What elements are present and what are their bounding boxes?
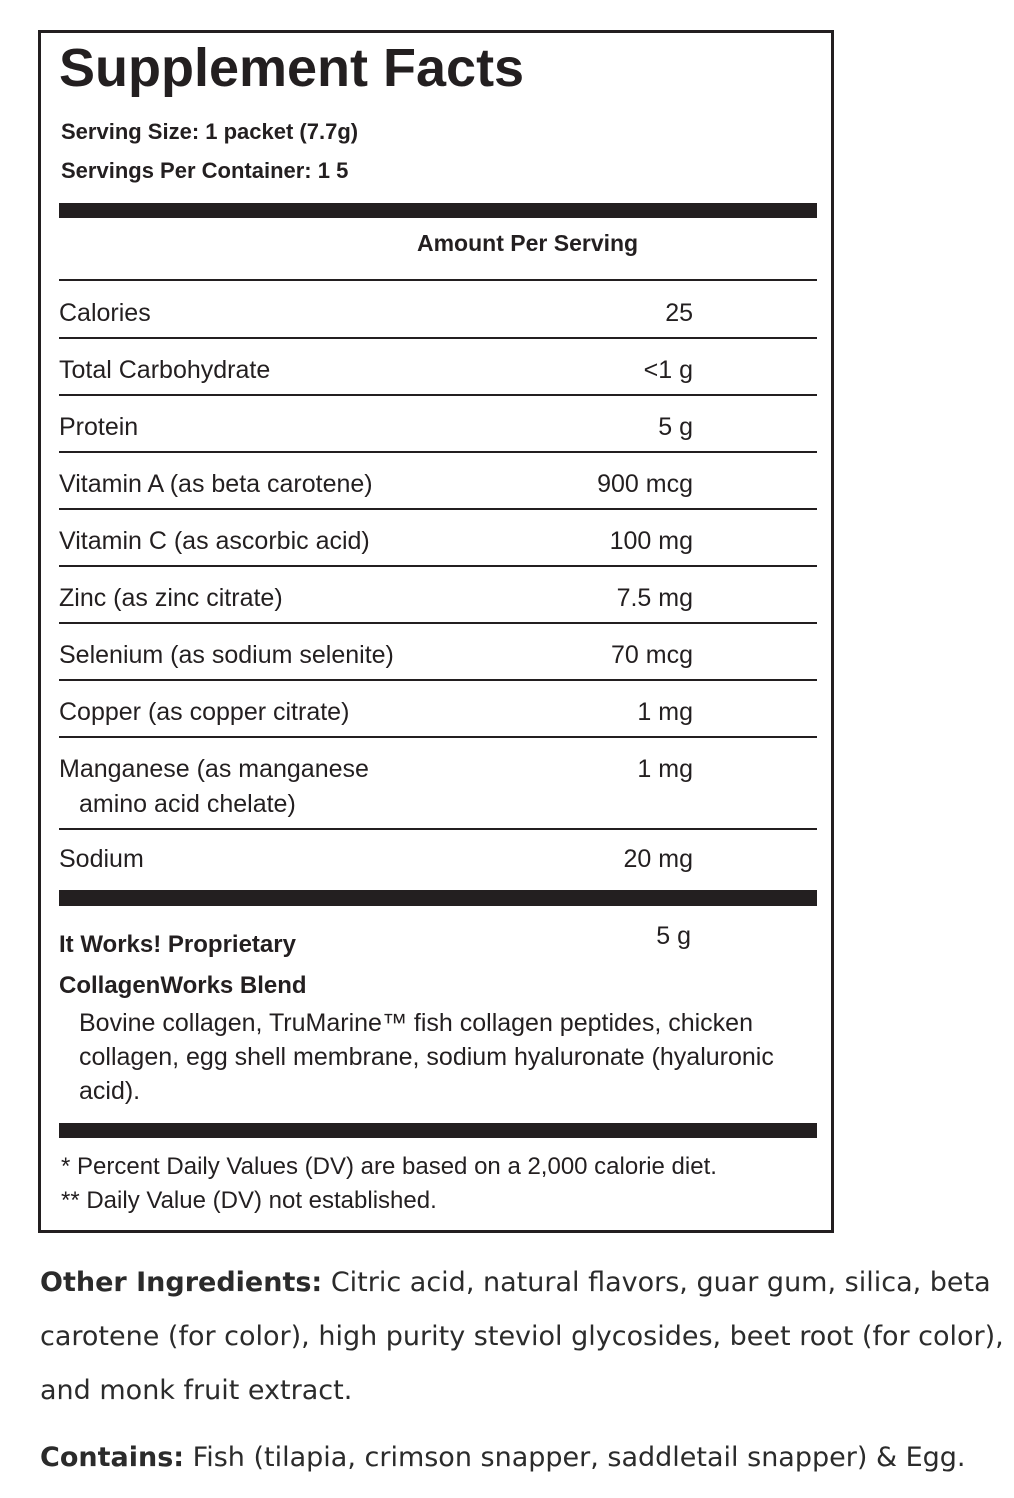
nutrient-name: Calories (59, 299, 151, 327)
nutrient-name: Total Carbohydrate (59, 356, 271, 384)
nutrient-name: Manganese (as manganese (59, 755, 369, 783)
blend-name-line-1: It Works! Proprietary (59, 931, 296, 958)
thick-divider (59, 890, 817, 906)
thick-divider (59, 1123, 817, 1138)
nutrient-name: Vitamin A (as beta carotene) (59, 470, 373, 498)
nutrient-row (59, 567, 817, 624)
serving-size: Serving Size: 1 packet (7.7g) (61, 119, 359, 144)
servings-per-container: Servings Per Container: 1 5 (61, 158, 349, 183)
blend-ingredients: Bovine collagen, TruMarine™ fish collagen peptides, chicken collagen, egg shell membrane, sodium hyaluronate (hyaluronic acid). (79, 1009, 774, 1105)
header-divider (59, 279, 817, 281)
footnote-dv-not-established: ** Daily Value (DV) not established. (61, 1187, 437, 1214)
nutrient-amount: 7.5 mg (616, 584, 693, 612)
allergen-statement (40, 1436, 1010, 1480)
nutrient-name: Protein (59, 413, 139, 441)
nutrient-row (59, 624, 817, 681)
nutrient-amount: 1 mg (637, 698, 693, 726)
nutrient-name: Zinc (as zinc citrate) (59, 584, 283, 612)
blend-name-line-2: CollagenWorks Blend (59, 972, 307, 999)
nutrient-name-continued: amino acid chelate) (79, 790, 296, 818)
nutrient-name: Copper (as copper citrate) (59, 698, 350, 726)
other-ingredients-text: Citric acid, natural flavors, guar gum, silica, beta carotene (for color), high purity steviol glycosides, beet root (for color), and monk fruit extract. (40, 1267, 1004, 1406)
nutrient-row (59, 681, 817, 738)
nutrient-amount: 900 mcg (597, 470, 693, 498)
nutrient-name: Vitamin C (as ascorbic acid) (59, 527, 370, 555)
nutrient-amount: <1 g (643, 356, 693, 384)
nutrient-row (59, 453, 817, 510)
nutrient-row (59, 510, 817, 567)
supplement-facts-panel (38, 30, 834, 1233)
blend-amount: 5 g (656, 922, 691, 950)
nutrient-table (59, 282, 817, 885)
other-ingredients-label: Other Ingredients: (40, 1267, 323, 1298)
contains-text: Fish (tilapia, crimson snapper, saddletail snapper) & Egg. (184, 1442, 966, 1473)
contains-label: Contains: (40, 1442, 185, 1473)
nutrient-row (59, 738, 817, 830)
blend-name (59, 924, 379, 1006)
nutrient-amount: 20 mg (623, 845, 693, 873)
thick-divider (59, 203, 817, 218)
nutrient-name: Selenium (as sodium selenite) (59, 641, 394, 669)
amount-per-serving-header: Amount Per Serving (417, 230, 639, 256)
footnote-daily-values: * Percent Daily Values (DV) are based on a 2,000 calorie diet. (61, 1153, 717, 1180)
nutrient-row (59, 339, 817, 396)
nutrient-amount: 5 g (658, 413, 693, 441)
other-ingredients (40, 1256, 1010, 1418)
nutrient-row (59, 830, 817, 885)
nutrient-amount: 25 (665, 299, 693, 327)
nutrient-amount: 70 mcg (611, 641, 693, 669)
nutrient-amount: 1 mg (637, 755, 693, 783)
nutrient-row (59, 282, 817, 339)
nutrient-amount: 100 mg (609, 527, 693, 555)
nutrient-name: Sodium (59, 845, 144, 873)
nutrient-row (59, 396, 817, 453)
panel-title: Supplement Facts (59, 38, 525, 98)
